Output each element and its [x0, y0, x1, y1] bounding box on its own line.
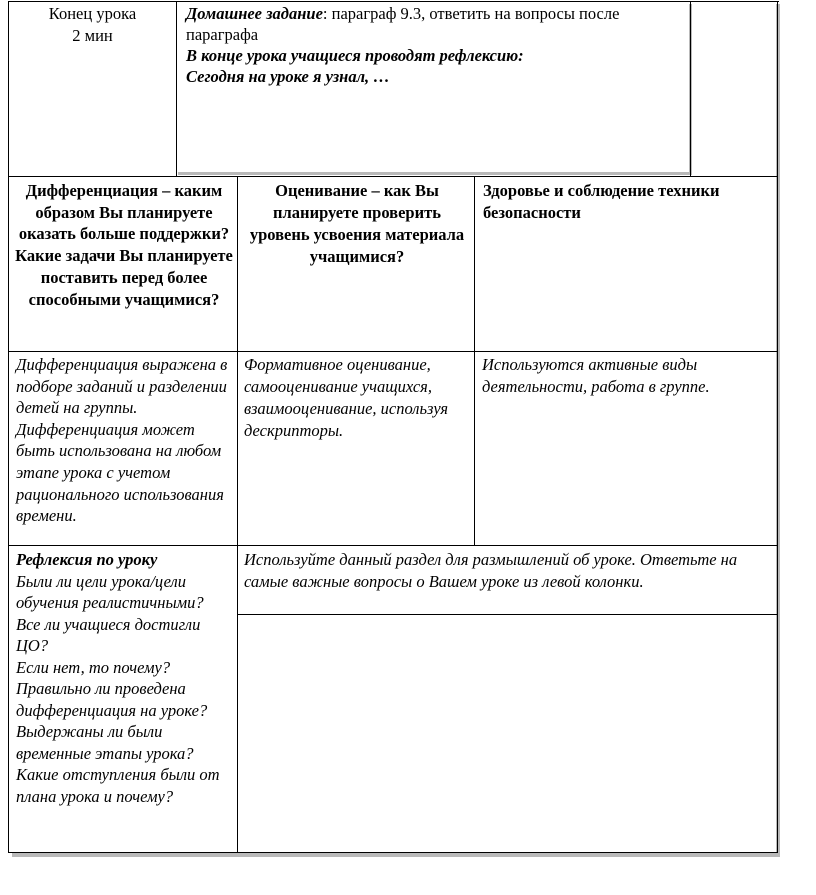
differentiation-content-text: Дифференциация выражена в подборе заданий и разделении детей на группы. Дифференциация может быть использована на любом этапе урока с учетом рационального использования времени. — [16, 355, 228, 526]
reflection-question: Все ли учащиеся достигли ЦО? — [16, 614, 201, 655]
reflection-question: Правильно ли проведена дифференциация на уроке? — [16, 679, 208, 720]
homework-label: Домашнее задание — [186, 4, 323, 23]
reflection-intro: В конце урока учащиеся проводят рефлексию: — [186, 46, 524, 65]
reflection-prompt: Сегодня на уроке я узнал, … — [186, 67, 390, 86]
homework-cell — [186, 3, 686, 173]
reflection-question: Были ли цели урока/цели обучения реалистичными? — [16, 571, 204, 612]
assessment-content-text: Формативное оценивание, самооценивание учащихся, взаимооценивание, используя дескрипторы. — [244, 355, 449, 440]
table-border-top — [8, 1, 779, 2]
safety-content — [482, 354, 774, 544]
top-right-empty-cell — [691, 2, 777, 176]
time-cell — [9, 3, 176, 175]
reflection-question: Если нет, то почему? — [16, 657, 171, 677]
table-border-bottom — [8, 852, 778, 853]
differentiation-header — [14, 180, 234, 350]
safety-header — [483, 180, 773, 350]
reflection-question: Какие отступления были от плана урока и почему? — [16, 765, 220, 806]
assessment-header-text: Оценивание – как Вы планируете проверить уровень усвоения материала учащимися? — [249, 181, 465, 266]
table-border-right — [777, 1, 778, 853]
assessment-content — [244, 354, 470, 544]
safety-header-text: Здоровье и соблюдение техники безопасности — [483, 181, 720, 222]
reflection-notes-area[interactable] — [238, 615, 777, 852]
reflection-question: Выдержаны ли были временные этапы урока? — [16, 722, 194, 763]
content-row-bottom — [8, 545, 778, 546]
homework-text: : параграф 9.3, ответить на вопросы после параграфа — [186, 4, 620, 44]
header-row-bottom — [8, 351, 778, 352]
differentiation-content — [16, 354, 232, 544]
time-value: 2 мин — [72, 25, 113, 45]
reflection-questions-cell — [16, 549, 232, 851]
reflection-instruction-text: Используйте данный раздел для размышлений об уроке. Ответьте на самые важные вопросы о Вашем уроке из левой колонки. — [244, 550, 738, 591]
col-divider-2 — [474, 176, 475, 546]
top-row-bottom — [8, 176, 778, 177]
table-shadow-bottom — [12, 853, 780, 857]
reflection-instruction-cell — [244, 549, 774, 613]
reflection-title: Рефлексия по уроку — [16, 550, 158, 569]
time-label: Конец урока — [48, 4, 137, 23]
differentiation-header-text: Дифференциация – каким образом Вы планируете оказать больше поддержки? Какие задачи Вы планируете поставить перед более способными учащимися? — [15, 181, 233, 309]
top-row-divider-1 — [176, 1, 177, 176]
assessment-header — [244, 180, 470, 350]
safety-content-text: Используются активные виды деятельности, работа в группе. — [482, 355, 710, 396]
